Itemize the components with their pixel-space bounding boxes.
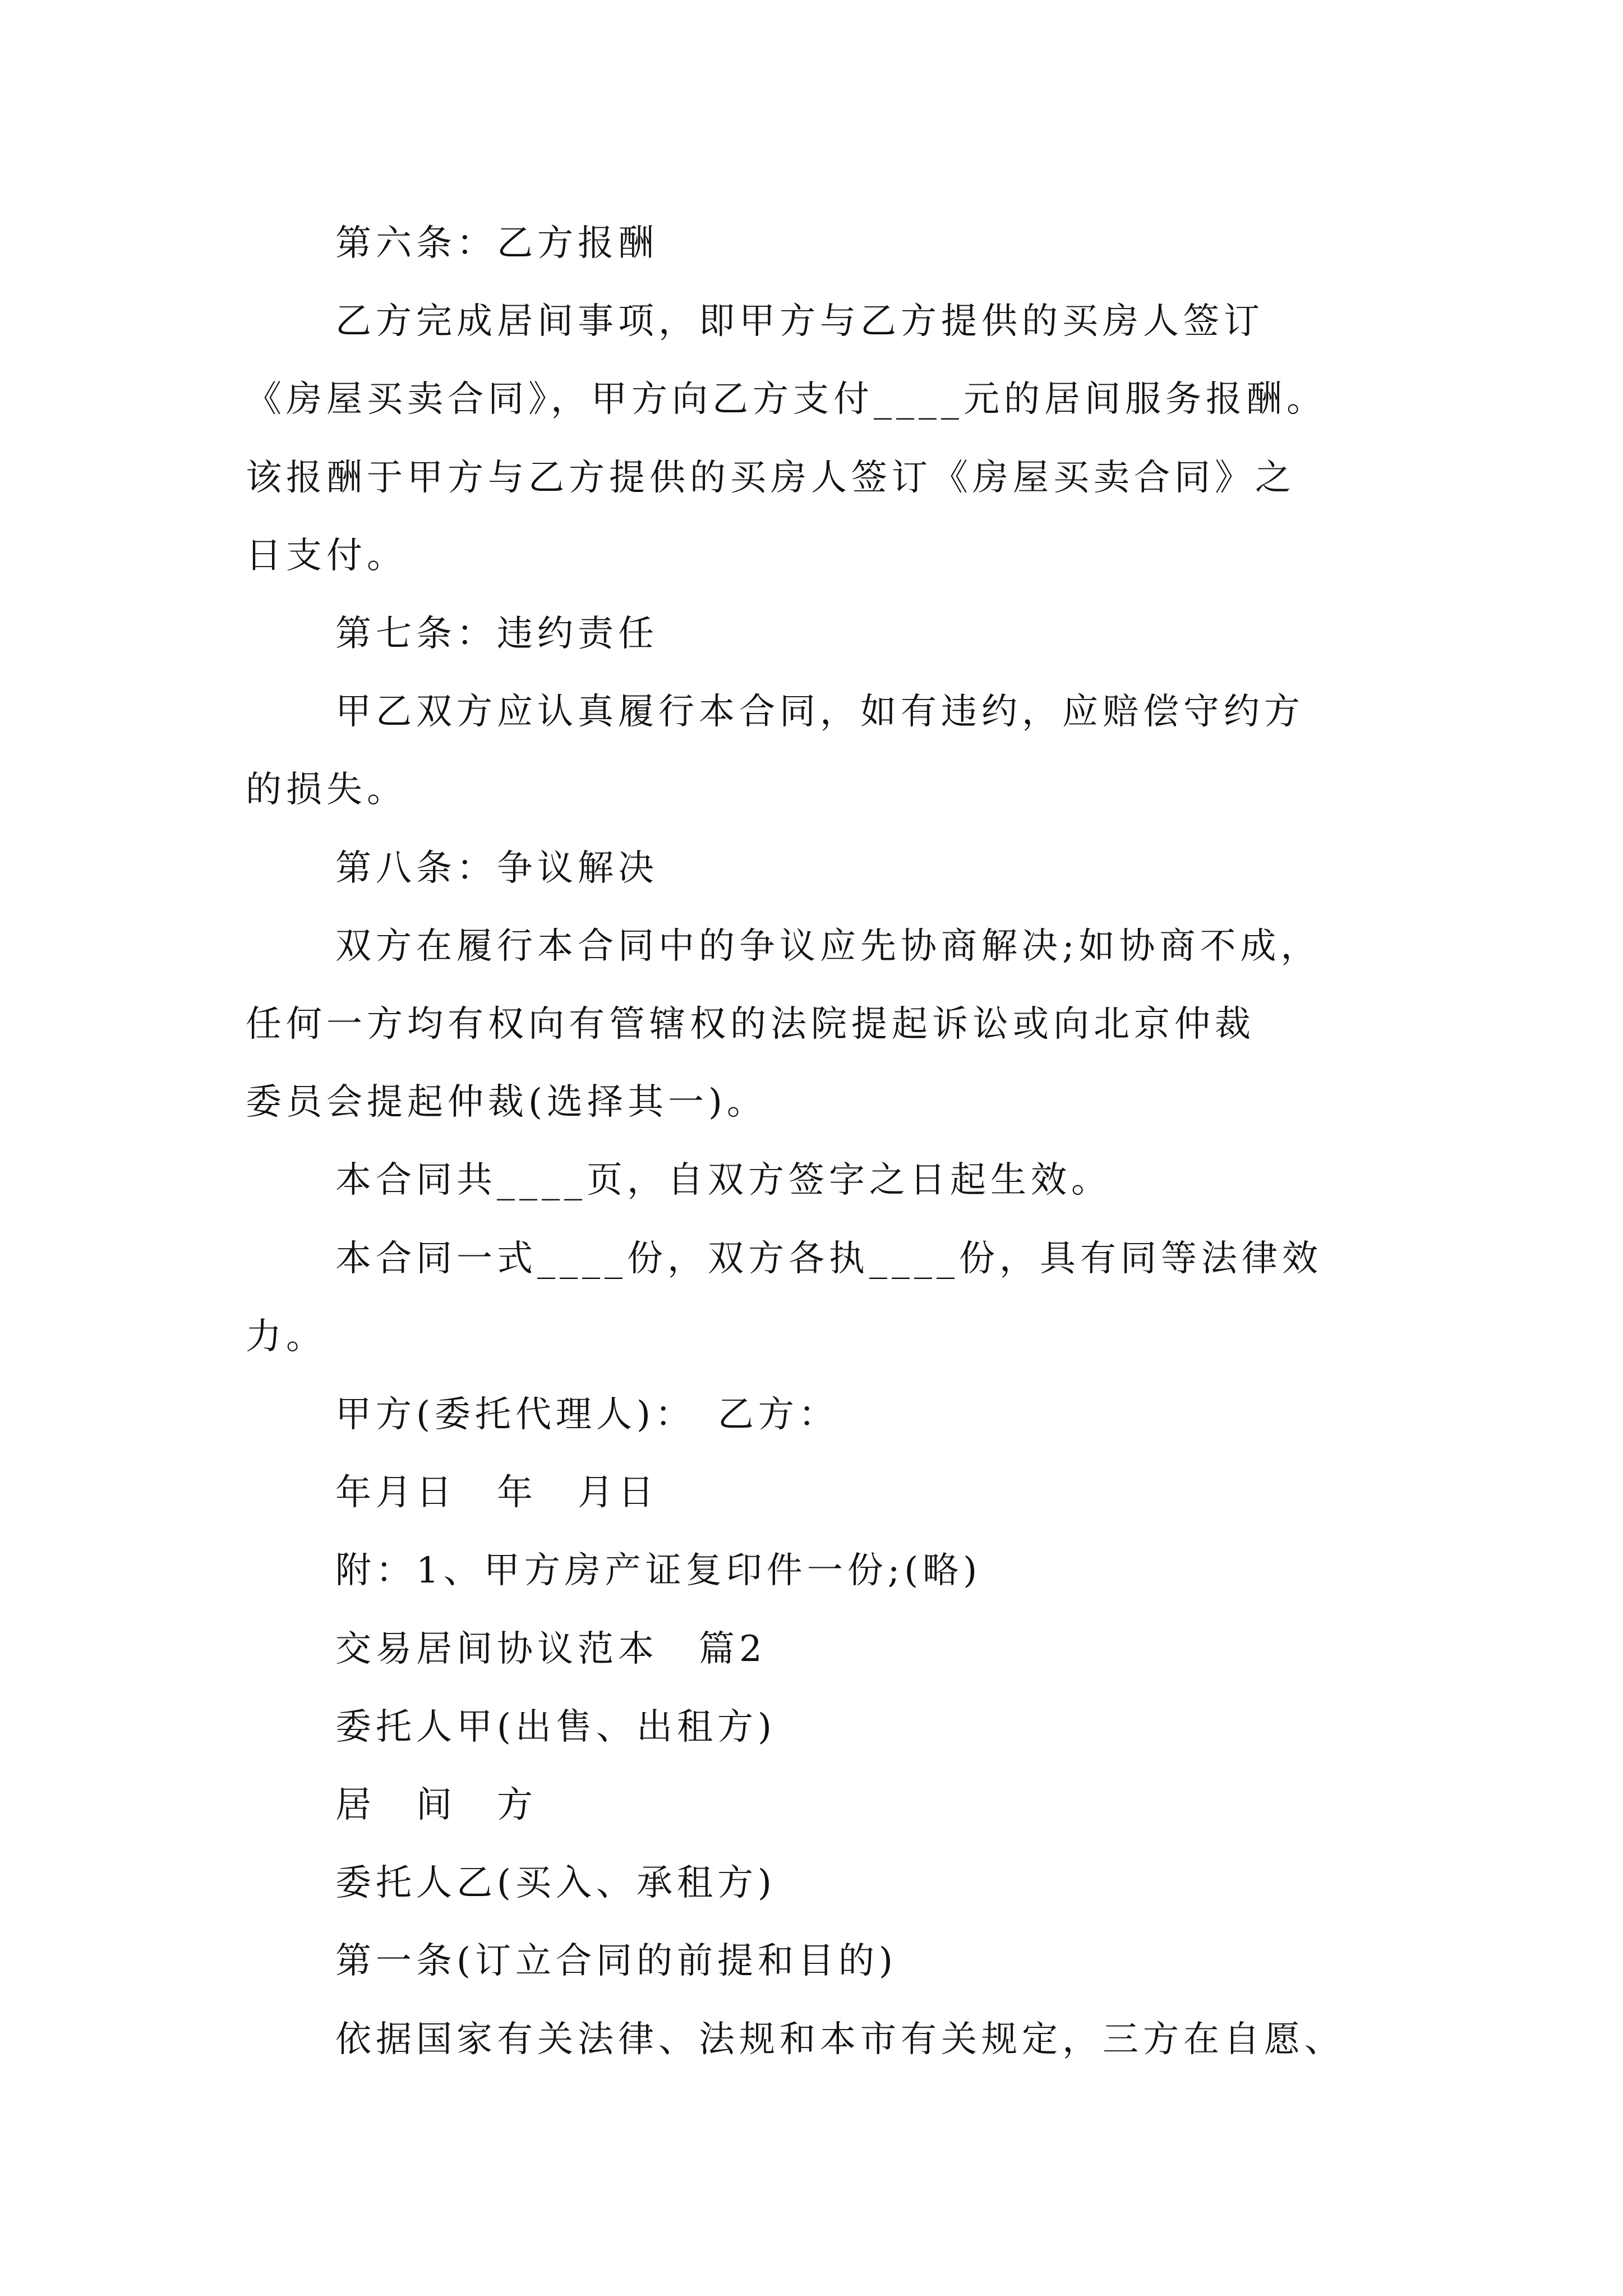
page-count-clause: 本合同共____页，自双方签字之日起生效。 <box>335 1159 1112 1201</box>
article-7-paragraph-line: 的损失。 <box>246 769 407 811</box>
template-2-title: 交易居间协议范本 篇2 <box>335 1628 767 1670</box>
article-6-paragraph-line: 日支付。 <box>246 535 407 577</box>
article-8-heading: 第八条：争议解决 <box>335 848 658 889</box>
party-a-label: 委托人甲(出售、出租方) <box>335 1706 776 1748</box>
article-7-heading: 第七条：违约责任 <box>335 613 658 655</box>
article-1-heading: 第一条(订立合同的前提和目的) <box>335 1940 897 1982</box>
party-b-label: 委托人乙(买入、承租方) <box>335 1862 776 1904</box>
article-8-paragraph-line: 双方在履行本合同中的争议应先协商解决;如协商不成， <box>335 926 1321 967</box>
attachment-note: 附：1、甲方房产证复印件一份;(略) <box>335 1550 982 1591</box>
article-6-paragraph-line: 乙方完成居间事项，即甲方与乙方提供的买房人签订 <box>335 301 1264 342</box>
signature-parties: 甲方(委托代理人)： 乙方： <box>335 1394 839 1435</box>
signature-dates: 年月日 年 月日 <box>335 1472 658 1513</box>
article-8-paragraph-line: 委员会提起仲裁(选择其一)。 <box>246 1082 767 1123</box>
article-6-paragraph-line: 《房屋买卖合同》，甲方向乙方支付____元的居间服务报酬。 <box>246 379 1327 420</box>
copies-clause-line: 力。 <box>246 1316 326 1358</box>
intermediary-label: 居 间 方 <box>335 1784 537 1826</box>
article-8-paragraph-line: 任何一方均有权向有管辖权的法院提起诉讼或向北京仲裁 <box>246 1004 1255 1045</box>
article-7-paragraph-line: 甲乙双方应认真履行本合同，如有违约，应赔偿守约方 <box>335 691 1304 733</box>
copies-clause-line: 本合同一式____份，双方各执____份，具有同等法律效 <box>335 1238 1322 1280</box>
article-6-paragraph-line: 该报酬于甲方与乙方提供的买房人签订《房屋买卖合同》之 <box>246 457 1295 499</box>
article-1-paragraph-line: 依据国家有关法律、法规和本市有关规定，三方在自愿、 <box>335 2019 1345 2060</box>
article-6-heading: 第六条：乙方报酬 <box>335 223 658 264</box>
